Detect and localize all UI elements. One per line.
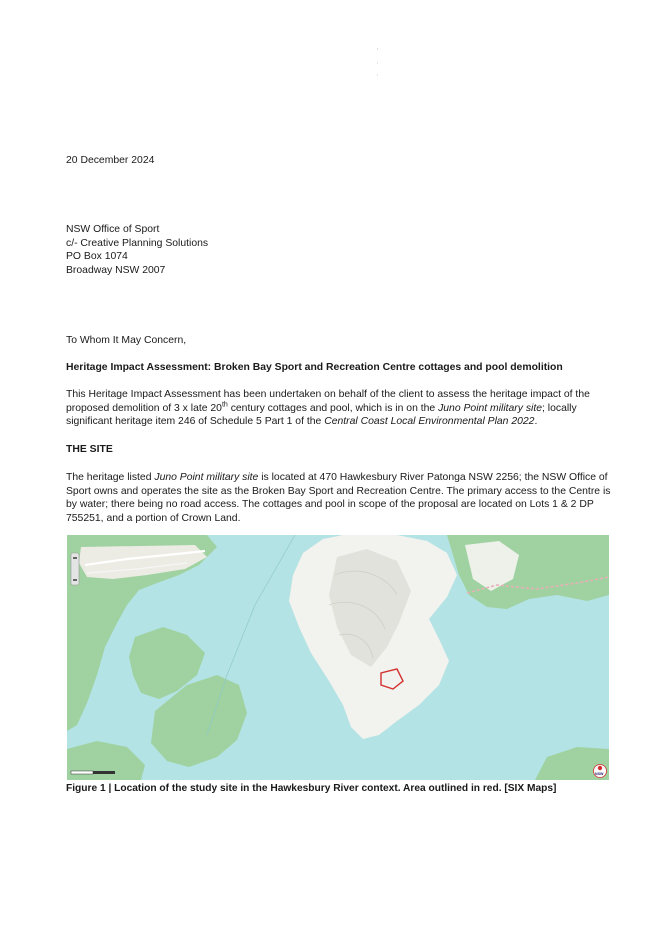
recipient-address <box>66 223 614 277</box>
map-scale-bar <box>71 771 115 774</box>
site-paragraph <box>66 471 614 525</box>
site-text-2: is located at 470 Hawkesbury River Patonga NSW 2256; the NSW Office of Sport owns and operates the site as the Broken Bay Sport and Recreation Centre. The primary access to the Centre is by water; there being no road access. The cottages and pool in scope of the proposal are located on Lots 1 & 2 DP 755251, and a portion of Crown Land. <box>66 472 611 524</box>
intro-text-3: ; locally significant heritage item 246 of Schedule 5 Part 1 of the <box>66 402 577 427</box>
figure-caption: Figure 1 | Location of the study site in the Hawkesbury River context. Area outlined in red. [SIX Maps] <box>66 783 557 794</box>
map-graphic <box>67 535 609 780</box>
section-heading-site: THE SITE <box>66 444 113 455</box>
map-zoom-control <box>71 553 79 585</box>
site-name: Juno Point military site <box>154 472 259 483</box>
nsw-badge-text: NSW <box>595 772 604 776</box>
faint-header-mark <box>376 48 379 78</box>
intro-text-4: . <box>534 416 538 427</box>
intro-paragraph <box>66 388 614 429</box>
intro-site-name: Juno Point military site <box>438 402 543 414</box>
intro-text-2: century cottages and pool, which is in on the <box>227 402 439 414</box>
salutation: To Whom It May Concern, <box>66 335 187 346</box>
address-line-3: PO Box 1074 <box>66 251 128 262</box>
site-text-1: The heritage listed <box>66 472 155 483</box>
address-line-2: c/- Creative Planning Solutions <box>66 237 209 249</box>
location-map <box>67 535 609 780</box>
address-line-4: Broadway NSW 2007 <box>66 264 166 276</box>
intro-superscript: th <box>221 401 228 409</box>
intro-text-1: This Heritage Impact Assessment has been undertaken on behalf of the client to assess the heritage impact of the proposed demolition of 3 x late 20 <box>66 389 590 414</box>
letter-date: 20 December 2024 <box>66 155 155 166</box>
intro-plan-name: Central Coast Local Environmental Plan 2022 <box>324 416 535 427</box>
address-line-1: NSW Office of Sport <box>66 224 160 235</box>
subject-heading: Heritage Impact Assessment: Broken Bay Sport and Recreation Centre cottages and pool demolition <box>66 362 563 373</box>
